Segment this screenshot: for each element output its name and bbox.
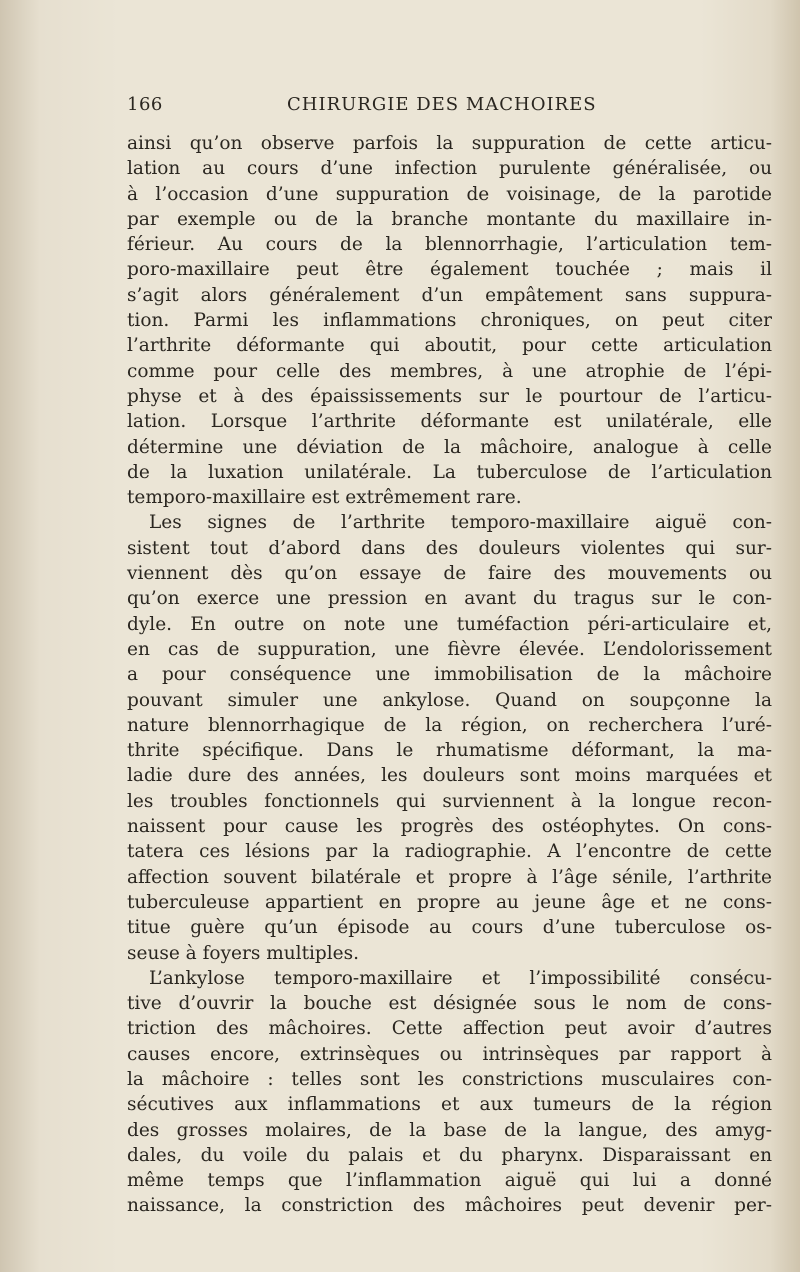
text-line: naissance, la constriction des mâchoires peut devenir per-: [127, 1195, 772, 1217]
text-line: lation au cours d’une infection purulente généralisée, ou: [127, 158, 772, 180]
text-line: de la luxation unilatérale. La tuberculose de l’articulation: [127, 461, 772, 483]
text-line: la mâchoire : telles sont les constrictions musculaires con-: [127, 1068, 772, 1090]
text-line: tatera ces lésions par la radiographie. A l’encontre de cette: [127, 841, 772, 863]
text-line: sistent tout d’abord dans des douleurs violentes qui sur-: [127, 537, 772, 559]
text-line: temporo-maxillaire est extrêmement rare.: [127, 487, 522, 509]
page-number: 166: [127, 94, 163, 115]
text-line: tion. Parmi les inflammations chroniques, on peut citer: [127, 310, 772, 332]
text-line: L’ankylose temporo-maxillaire et l’impossibilité consécu-: [149, 967, 772, 989]
text-line: thrite spécifique. Dans le rhumatisme déformant, la ma-: [127, 740, 772, 762]
text-line: nature blennorrhagique de la région, on recherchera l’uré-: [127, 714, 772, 736]
text-line: tuberculeuse appartient en propre au jeune âge et ne cons-: [127, 891, 772, 913]
text-line: même temps que l’inflammation aiguë qui lui a donné: [127, 1170, 772, 1192]
text-line: causes encore, extrinsèques ou intrinsèques par rapport à: [127, 1043, 772, 1065]
text-line: qu’on exerce une pression en avant du tragus sur le con-: [127, 588, 772, 610]
text-line: par exemple ou de la branche montante du maxillaire in-: [127, 208, 772, 230]
text-line: s’agit alors généralement d’un empâtement sans suppura-: [127, 284, 772, 306]
text-line: des grosses molaires, de la base de la langue, des amyg-: [127, 1119, 772, 1141]
text-line: l’arthrite déformante qui aboutit, pour cette articulation: [127, 335, 772, 357]
text-line: à l’occasion d’une suppuration de voisinage, de la parotide: [127, 183, 772, 205]
text-line: seuse à foyers multiples.: [127, 942, 359, 964]
text-line: Les signes de l’arthrite temporo-maxillaire aiguë con-: [149, 512, 772, 534]
text-line: en cas de suppuration, une fièvre élevée. L’endolorissement: [127, 638, 772, 660]
text-line: sécutives aux inflammations et aux tumeurs de la région: [127, 1094, 772, 1116]
text-line: triction des mâchoires. Cette affection peut avoir d’autres: [127, 1018, 772, 1040]
text-line: les troubles fonctionnels qui surviennent à la longue recon-: [127, 790, 772, 812]
text-line: viennent dès qu’on essaye de faire des mouvements ou: [127, 563, 772, 585]
text-line: ainsi qu’on observe parfois la suppuration de cette articu-: [127, 133, 772, 154]
body-text: [127, 131, 772, 1219]
text-line: ladie dure des années, les douleurs sont moins marquées et: [127, 765, 772, 787]
text-line: férieur. Au cours de la blennorrhagie, l’articulation tem-: [127, 234, 772, 256]
text-line: titue guère qu’un épisode au cours d’une tuberculose os-: [127, 917, 772, 939]
text-line: a pour conséquence une immobilisation de la mâchoire: [127, 664, 772, 686]
text-line: lation. Lorsque l’arthrite déformante est unilatérale, elle: [127, 411, 772, 433]
text-line: comme pour celle des membres, à une atrophie de l’épi-: [127, 360, 772, 382]
text-line: dales, du voile du palais et du pharynx. Disparaissant en: [127, 1144, 772, 1166]
text-line: pouvant simuler une ankylose. Quand on soupçonne la: [127, 689, 772, 711]
text-line: dyle. En outre on note une tuméfaction péri-articulaire et,: [127, 613, 772, 635]
running-title: CHIRURGIE DES MACHOIRES: [287, 94, 597, 115]
text-line: affection souvent bilatérale et propre à l’âge sénile, l’arthrite: [127, 866, 772, 888]
text-line: tive d’ouvrir la bouche est désignée sous le nom de cons-: [127, 993, 772, 1015]
text-line: naissent pour cause les progrès des ostéophytes. On cons-: [127, 816, 772, 838]
text-line: poro-maxillaire peut être également touchée ; mais il: [127, 259, 772, 281]
text-line: physe et à des épaississements sur le pourtour de l’articu-: [127, 385, 772, 407]
text-line: détermine une déviation de la mâchoire, analogue à celle: [127, 436, 772, 458]
